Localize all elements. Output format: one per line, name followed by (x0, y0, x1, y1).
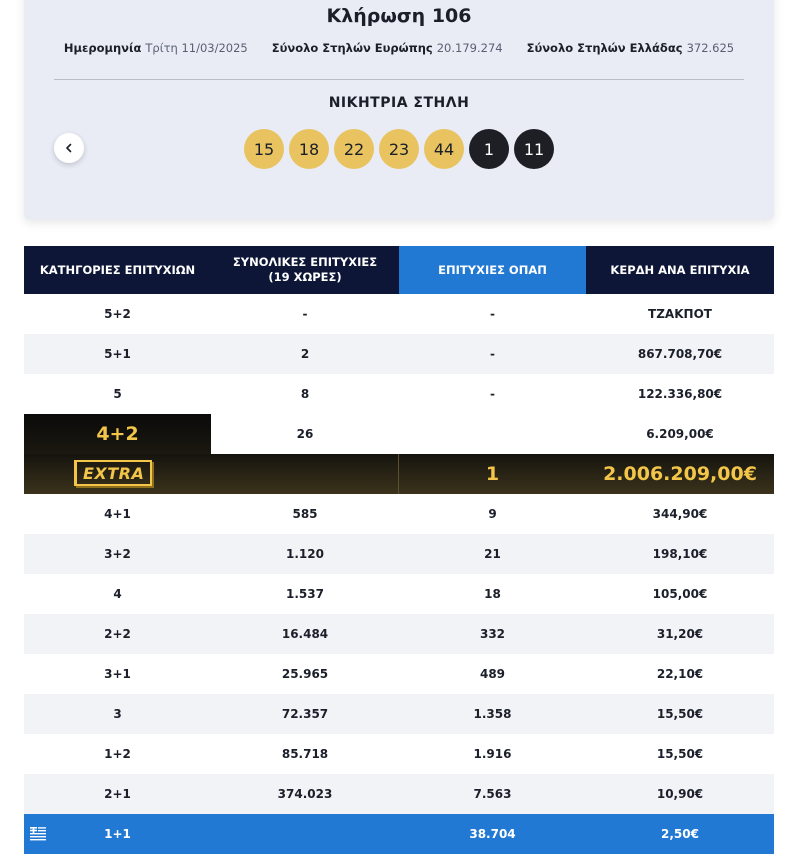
draw-info-card (24, 0, 774, 220)
greek-flag-icon (30, 827, 46, 841)
table-row: 3+2 1.120 21 198,10€ (24, 534, 774, 574)
table-row: 5 8 - 122.336,80€ (24, 374, 774, 414)
number-ball: 22 (334, 129, 374, 169)
divider (54, 79, 744, 80)
previous-draw-button[interactable] (54, 133, 84, 163)
number-ball: 23 (379, 129, 419, 169)
table-row: 5+1 2 - 867.708,70€ (24, 334, 774, 374)
table-row: 1+2 85.718 1.916 15,50€ (24, 734, 774, 774)
table-row-last: 1+1 38.704 2,50€ (24, 814, 774, 854)
extra-opap: 1 (485, 463, 500, 485)
draw-date: Ημερομηνία Τρίτη 11/03/2025 (63, 41, 248, 55)
table-row: 3 72.357 1.358 15,50€ (24, 694, 774, 734)
table-row: 3+1 25.965 489 22,10€ (24, 654, 774, 694)
europe-total: Σύνολο Στηλών Ευρώπης 20.179.274 (271, 41, 503, 55)
chevron-left-icon (64, 143, 74, 153)
extra-prize-total: 2.006.209,00€ (603, 463, 757, 485)
extra-prize: 6.209,00€ (646, 427, 714, 441)
header-opap: ΕΠΙΤΥΧΙΕΣ ΟΠΑΠ (399, 246, 586, 294)
extra-logo: EXTRA (74, 460, 152, 486)
draw-meta (24, 41, 774, 55)
winning-numbers (244, 129, 554, 169)
table-row: 4+1 585 9 344,90€ (24, 494, 774, 534)
star-ball: 11 (514, 129, 554, 169)
extra-category: 4+2 (24, 414, 211, 454)
table-header (24, 246, 774, 294)
header-prize: ΚΕΡΔΗ ΑΝΑ ΕΠΙΤΥΧΙΑ (586, 246, 774, 294)
table-row: 2+2 16.484 332 31,20€ (24, 614, 774, 654)
draw-title: Κλήρωση 106 (326, 5, 472, 27)
number-ball: 18 (289, 129, 329, 169)
number-ball: 15 (244, 129, 284, 169)
prize-table (24, 246, 774, 854)
extra-total: 26 (296, 427, 314, 441)
star-ball: 1 (469, 129, 509, 169)
winning-column-title: ΝΙΚΗΤΡΙΑ ΣΤΗΛΗ (328, 95, 470, 111)
greece-total: Σύνολο Στηλών Ελλάδας 372.625 (526, 41, 735, 55)
table-row: 4 1.537 18 105,00€ (24, 574, 774, 614)
extra-row (24, 414, 774, 494)
extra-banner (24, 454, 774, 494)
header-total: ΣΥΝΟΛΙΚΕΣ ΕΠΙΤΥΧΙΕΣ (19 ΧΩΡΕΣ) (211, 246, 399, 294)
number-ball: 44 (424, 129, 464, 169)
table-row: 2+1 374.023 7.563 10,90€ (24, 774, 774, 814)
header-category: ΚΑΤΗΓΟΡΙΕΣ ΕΠΙΤΥΧΙΩΝ (24, 246, 211, 294)
table-row: 5+2 - - ΤΖΑΚΠΟΤ (24, 294, 774, 334)
